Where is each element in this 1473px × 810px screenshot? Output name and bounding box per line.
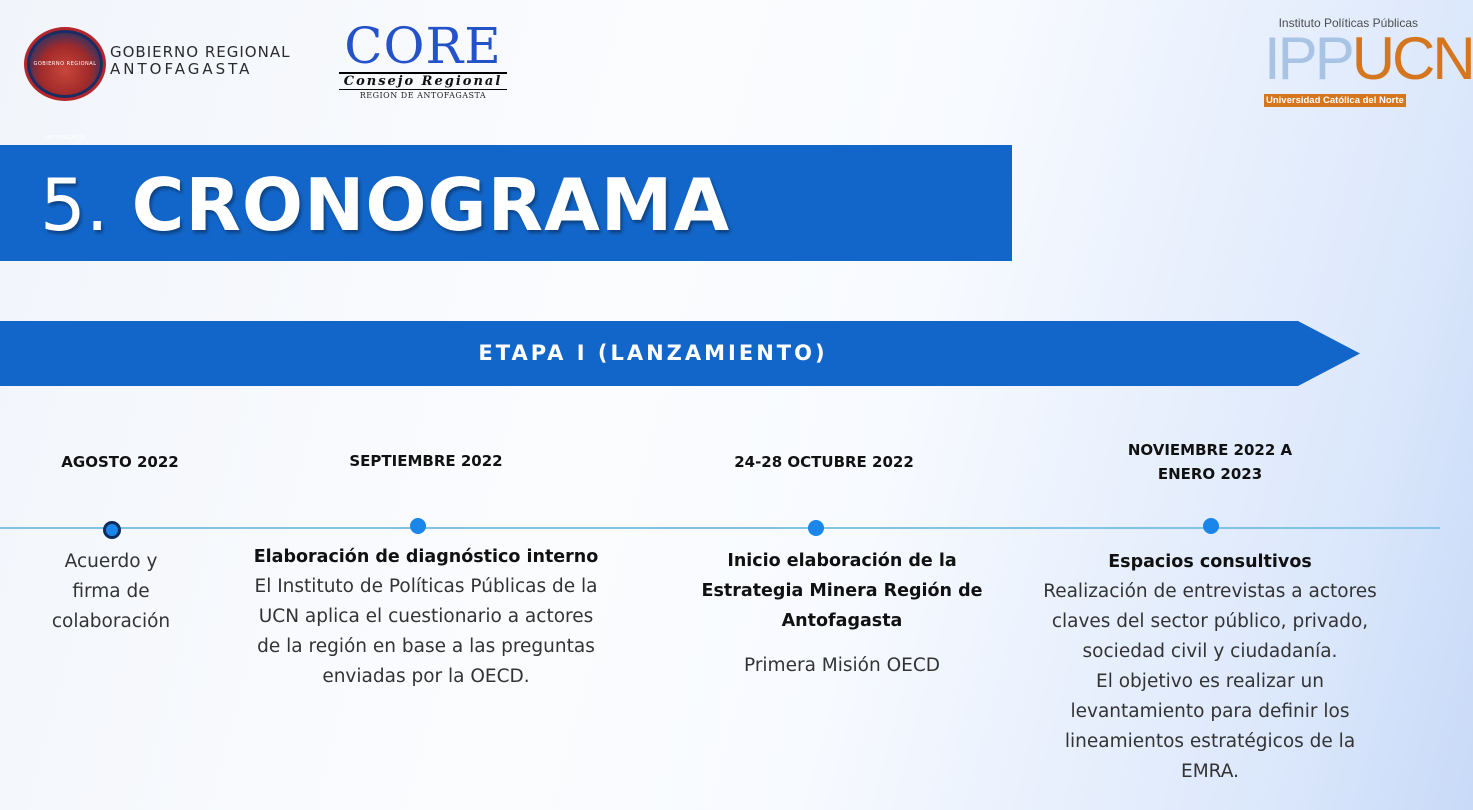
septiembre-heading: Elaboración de diagnóstico interno xyxy=(253,547,599,567)
noviembre-body-line: levantamiento para definir los xyxy=(1070,701,1350,722)
gobierno-seal-text: GOBIERNO REGIONAL ANTOFAGASTA xyxy=(33,61,97,141)
gobierno-line2: ANTOFAGASTA xyxy=(110,60,253,78)
octubre-body-line: Primera Misión OECD xyxy=(743,655,941,676)
noviembre-body-line: sociedad civil y ciudadanía. xyxy=(1082,641,1338,662)
ipp-bottom-text: Universidad Católica del Norte xyxy=(1266,95,1404,106)
date-agosto: AGOSTO 2022 xyxy=(61,453,179,471)
noviembre-body-line: claves del sector público, privado, xyxy=(1051,611,1369,632)
milestone-octubre xyxy=(672,546,1012,681)
octubre-heading-line: Estrategia Minera Región de xyxy=(701,581,983,601)
ipp-wordmark xyxy=(1264,25,1473,92)
stage-label: ETAPA I (LANZAMIENTO) xyxy=(478,341,828,365)
date-noviembre-line1: NOVIEMBRE 2022 A xyxy=(1127,441,1293,459)
timeline-line xyxy=(0,527,1440,529)
septiembre-body-line: UCN aplica el cuestionario a actores xyxy=(258,606,594,627)
title-word: CRONOGRAMA xyxy=(131,163,731,247)
noviembre-body-line: El objetivo es realizar un xyxy=(1096,671,1324,692)
noviembre-body-line: lineamientos estratégicos de la xyxy=(1064,731,1356,752)
octubre-heading-line: Antofagasta xyxy=(781,611,903,631)
agosto-body-line: Acuerdo y xyxy=(64,551,158,572)
timeline-dot-agosto xyxy=(103,521,121,539)
core-title: CORE xyxy=(344,17,502,75)
septiembre-body-line: enviadas por la OECD. xyxy=(322,666,530,687)
core-subtitle: Consejo Regional xyxy=(339,72,507,90)
date-noviembre-line2: ENERO 2023 xyxy=(1157,465,1263,483)
core-logo xyxy=(333,17,513,100)
noviembre-heading: Espacios consultivos xyxy=(1108,552,1312,572)
ipp-text: IPP xyxy=(1264,25,1352,92)
ipp-top-text: Instituto Políticas Públicas xyxy=(1278,16,1418,30)
milestone-agosto xyxy=(21,547,201,637)
noviembre-body-line: EMRA. xyxy=(1181,761,1239,782)
octubre-heading-line: Inicio elaboración de la xyxy=(727,551,957,571)
agosto-body-line: firma de xyxy=(72,581,150,602)
core-region: REGION DE ANTOFAGASTA xyxy=(359,91,487,100)
gobierno-line1: GOBIERNO REGIONAL xyxy=(110,43,291,61)
title-number: 5. xyxy=(40,163,109,247)
page-title xyxy=(40,160,730,250)
date-noviembre xyxy=(1090,438,1330,486)
milestone-noviembre xyxy=(1020,547,1400,787)
noviembre-body-line: Realización de entrevistas a actores xyxy=(1043,581,1377,602)
agosto-body-line: colaboración xyxy=(51,611,171,632)
timeline-dot-noviembre xyxy=(1203,518,1219,534)
timeline-dot-octubre xyxy=(808,520,824,536)
septiembre-body-line: de la región en base a las preguntas xyxy=(257,636,595,657)
date-septiembre: SEPTIEMBRE 2022 xyxy=(349,452,503,470)
date-octubre: 24-28 OCTUBRE 2022 xyxy=(734,453,914,471)
gobierno-regional-name xyxy=(110,44,290,78)
ucn-text: UCN xyxy=(1351,25,1473,92)
timeline-dot-septiembre xyxy=(410,518,426,534)
milestone-septiembre xyxy=(226,542,626,692)
septiembre-body-line: El Instituto de Políticas Públicas de la xyxy=(254,576,598,597)
ipp-ucn-logo xyxy=(1264,16,1473,107)
